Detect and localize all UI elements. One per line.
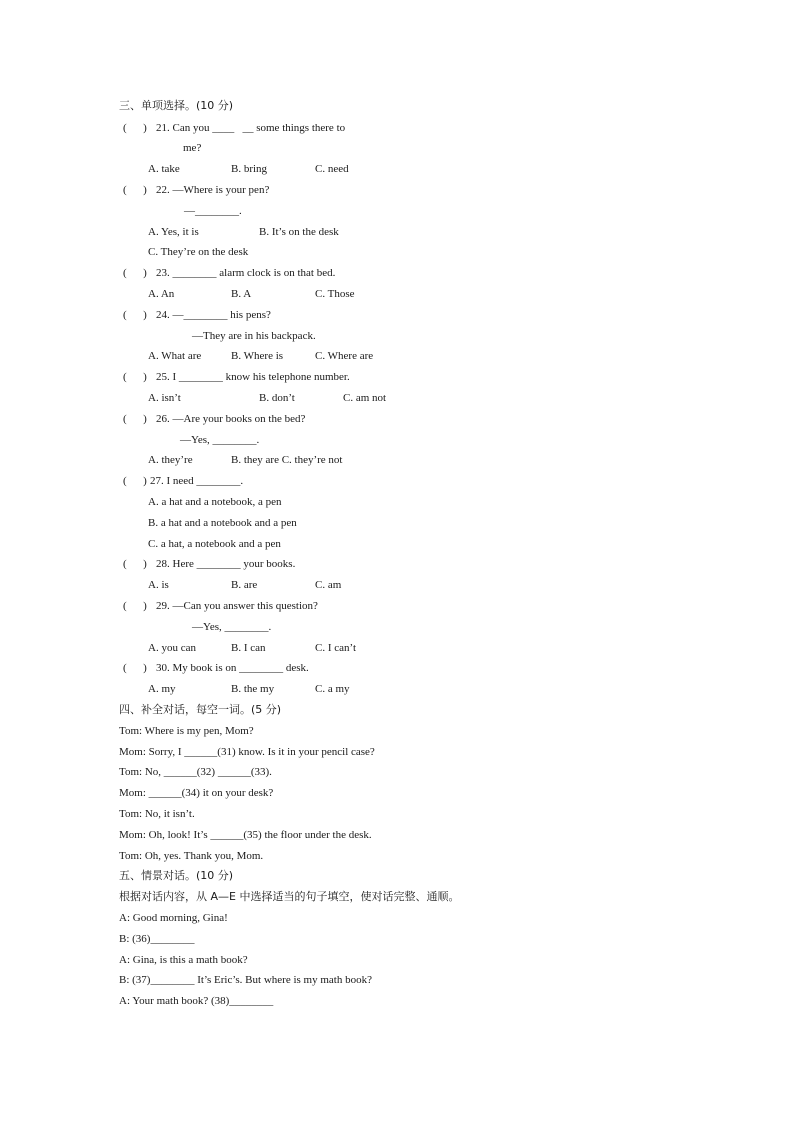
question-23-option-b: B. A [231, 288, 252, 300]
question-21-stem-cont: me? [183, 142, 202, 154]
question-26-option-bc: B. they are C. they’re not [231, 454, 343, 466]
dialogue4-line-3: Tom: No, ______(32) ______(33). [119, 766, 272, 778]
question-22-stem: 22. —Where is your pen? [156, 184, 270, 196]
question-27-option-c: C. a hat, a notebook and a pen [148, 538, 281, 550]
section3-heading: 三、单项选择。(10 分) [119, 99, 234, 112]
answer-paren-21: ( ) [123, 122, 147, 134]
question-21-stem: 21. Can you ____ __ some things there to [156, 122, 346, 134]
question-25-option-c: C. am not [343, 392, 387, 404]
question-27-stem: 27. I need ________. [150, 475, 244, 487]
section4-heading: 四、补全对话，每空一词。(5 分) [119, 703, 282, 716]
answer-paren-26: ( ) [123, 413, 147, 425]
dialogue5-line-4: B: (37)________ It’s Eric’s. But where is my math book? [119, 974, 372, 986]
answer-paren-22: ( ) [123, 184, 147, 196]
answer-paren-29: ( ) [123, 600, 147, 612]
question-21-option-c: C. need [315, 163, 349, 175]
question-28-option-c: C. am [315, 579, 342, 591]
dialogue4-line-5: Tom: No, it isn’t. [119, 808, 195, 820]
question-23-stem: 23. ________ alarm clock is on that bed. [156, 267, 336, 279]
question-26-option-a: A. they’re [148, 454, 193, 466]
question-22-stem-cont: —________. [184, 205, 242, 217]
question-27-option-b: B. a hat and a notebook and a pen [148, 517, 297, 529]
question-22-option-b: B. It’s on the desk [259, 226, 339, 238]
section5-heading: 五、情景对话。(10 分) [119, 869, 234, 882]
dialogue5-line-2: B: (36)________ [119, 933, 195, 945]
question-23-option-a: A. An [148, 288, 175, 300]
question-22-option-a: A. Yes, it is [148, 226, 199, 238]
question-30-stem: 30. My book is on ________ desk. [156, 662, 309, 674]
question-25-option-b: B. don’t [259, 392, 295, 404]
question-22-option-c: C. They’re on the desk [148, 246, 249, 258]
question-24-stem-cont: —They are in his backpack. [192, 330, 316, 342]
dialogue4-line-2: Mom: Sorry, I ______(31) know. Is it in your pencil case? [119, 746, 375, 758]
answer-paren-30: ( ) [123, 662, 147, 674]
question-24-option-b: B. Where is [231, 350, 284, 362]
answer-paren-25: ( ) [123, 371, 147, 383]
question-28-option-b: B. are [231, 579, 258, 591]
dialogue5-line-5: A: Your math book? (38)________ [119, 995, 274, 1007]
question-24-stem: 24. —________ his pens? [156, 309, 271, 321]
question-30-option-b: B. the my [231, 683, 275, 695]
question-29-stem-cont: —Yes, ________. [192, 621, 272, 633]
dialogue4-line-1: Tom: Where is my pen, Mom? [119, 725, 254, 737]
question-30-option-c: C. a my [315, 683, 350, 695]
question-28-stem: 28. Here ________ your books. [156, 558, 296, 570]
question-25-stem: 25. I ________ know his telephone number. [156, 371, 350, 383]
dialogue4-line-4: Mom: ______(34) it on your desk? [119, 787, 274, 799]
answer-paren-28: ( ) [123, 558, 147, 570]
dialogue5-line-3: A: Gina, is this a math book? [119, 954, 248, 966]
question-26-stem: 26. —Are your books on the bed? [156, 413, 306, 425]
dialogue4-line-6: Mom: Oh, look! It’s ______(35) the floor under the desk. [119, 829, 372, 841]
question-23-option-c: C. Those [315, 288, 355, 300]
question-25-option-a: A. isn’t [148, 392, 181, 404]
dialogue4-line-7: Tom: Oh, yes. Thank you, Mom. [119, 850, 264, 862]
question-29-option-c: C. I can’t [315, 642, 357, 654]
question-28-option-a: A. is [148, 579, 169, 591]
answer-paren-27: ( ) [123, 475, 147, 487]
question-21-option-b: B. bring [231, 163, 268, 175]
answer-paren-23: ( ) [123, 267, 147, 279]
question-24-option-c: C. Where are [315, 350, 374, 362]
answer-paren-24: ( ) [123, 309, 147, 321]
question-21-option-a: A. take [148, 163, 180, 175]
question-30-option-a: A. my [148, 683, 176, 695]
question-27-option-a: A. a hat and a notebook, a pen [148, 496, 282, 508]
question-29-option-a: A. you can [148, 642, 196, 654]
section5-instruction: 根据对话内容，从 A—E 中选择适当的句子填空，使对话完整、通顺。 [119, 890, 460, 903]
dialogue5-line-1: A: Good morning, Gina! [119, 912, 228, 924]
question-26-stem-cont: —Yes, ________. [180, 434, 260, 446]
question-29-stem: 29. —Can you answer this question? [156, 600, 318, 612]
question-24-option-a: A. What are [148, 350, 202, 362]
question-29-option-b: B. I can [231, 642, 266, 654]
